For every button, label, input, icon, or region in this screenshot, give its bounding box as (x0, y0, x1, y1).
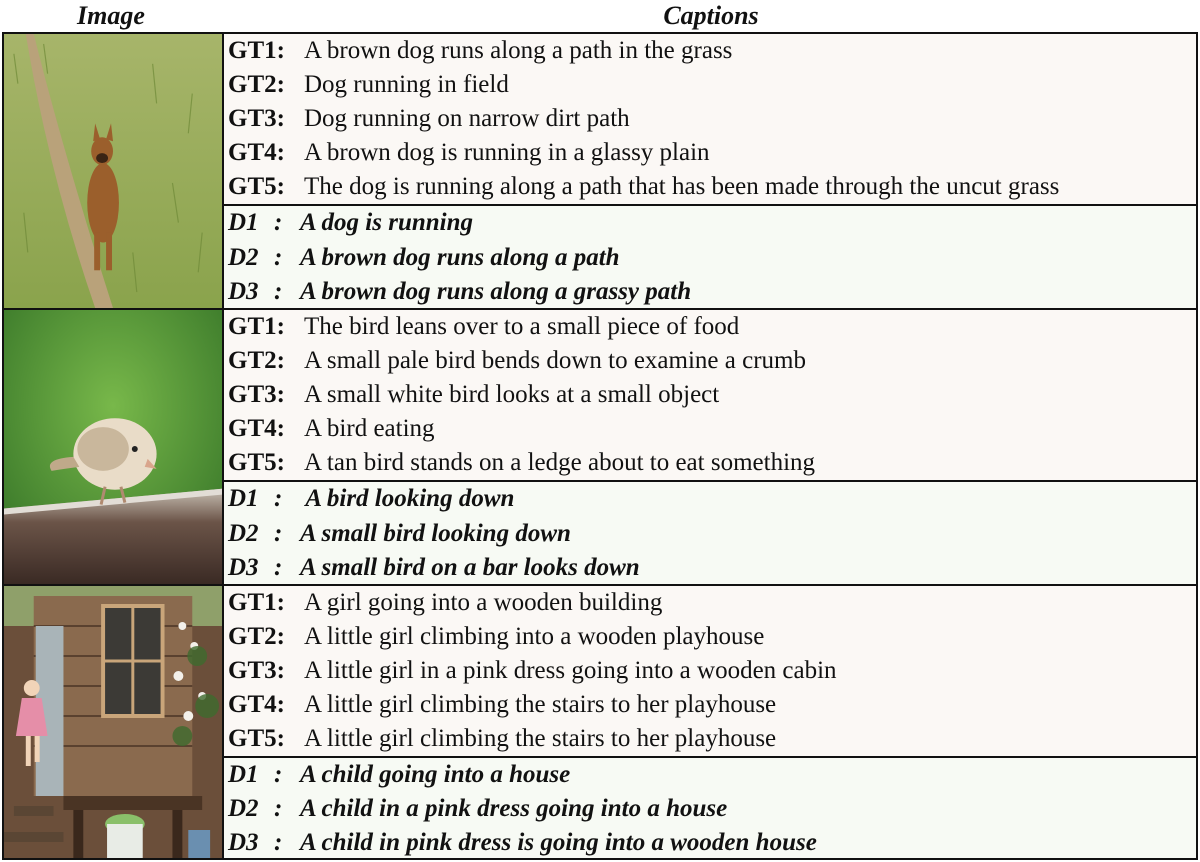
gt-caption: GT4: A bird eating (228, 415, 435, 442)
gt-caption: GT5: The dog is running along a path that has been made through the uncut grass (228, 173, 1060, 200)
gt-caption: GT2: Dog running in field (228, 71, 509, 98)
gt-caption: GT3: A small white bird looks at a small object (228, 381, 720, 408)
ground-truth-captions (224, 310, 1196, 482)
table-row-girl (4, 586, 1196, 858)
ground-truth-captions (224, 34, 1196, 206)
gt-caption: GT1: The bird leans over to a small piece of food (228, 313, 740, 340)
ground-truth-captions (224, 586, 1196, 758)
caption-table (2, 32, 1198, 860)
generated-captions (224, 206, 1196, 308)
d-caption: D1 : A dog is running (228, 209, 474, 236)
image-column-header: Image (77, 1, 145, 30)
gt-caption: GT2: A little girl climbing into a wooden playhouse (228, 623, 765, 650)
generated-captions (224, 758, 1196, 858)
gt-caption: GT5: A tan bird stands on a ledge about to eat something (228, 449, 816, 476)
dog-photo (4, 34, 224, 308)
d-caption: D2 : A small bird looking down (228, 520, 571, 547)
captions-column-header: Captions (663, 1, 759, 30)
d-caption: D3 : A brown dog runs along a grassy path (228, 278, 692, 305)
gt-caption: GT5: A little girl climbing the stairs to her playhouse (228, 725, 777, 752)
gt-caption: GT4: A little girl climbing the stairs to her playhouse (228, 691, 777, 718)
gt-caption: GT2: A small pale bird bends down to examine a crumb (228, 347, 806, 374)
d-caption: D1 : A child going into a house (228, 761, 571, 788)
bird-photo (4, 310, 224, 584)
gt-caption: GT3: A little girl in a pink dress going into a wooden cabin (228, 657, 837, 684)
table-row-dog (4, 34, 1196, 310)
d-caption: D2 : A brown dog runs along a path (228, 244, 620, 271)
gt-caption: GT4: A brown dog is running in a glassy plain (228, 139, 710, 166)
d-caption: D1 : A bird looking down (228, 485, 515, 512)
gt-caption: GT3: Dog running on narrow dirt path (228, 105, 630, 132)
generated-captions (224, 482, 1196, 584)
d-caption: D3 : A small bird on a bar looks down (228, 554, 640, 581)
d-caption: D3 : A child in pink dress is going into a wooden house (228, 829, 817, 856)
gt-caption: GT1: A girl going into a wooden building (228, 589, 663, 616)
gt-caption: GT1: A brown dog runs along a path in the grass (228, 37, 733, 64)
d-caption: D2 : A child in a pink dress going into a house (228, 795, 728, 822)
table-row-bird (4, 310, 1196, 586)
girl-photo (4, 586, 224, 858)
